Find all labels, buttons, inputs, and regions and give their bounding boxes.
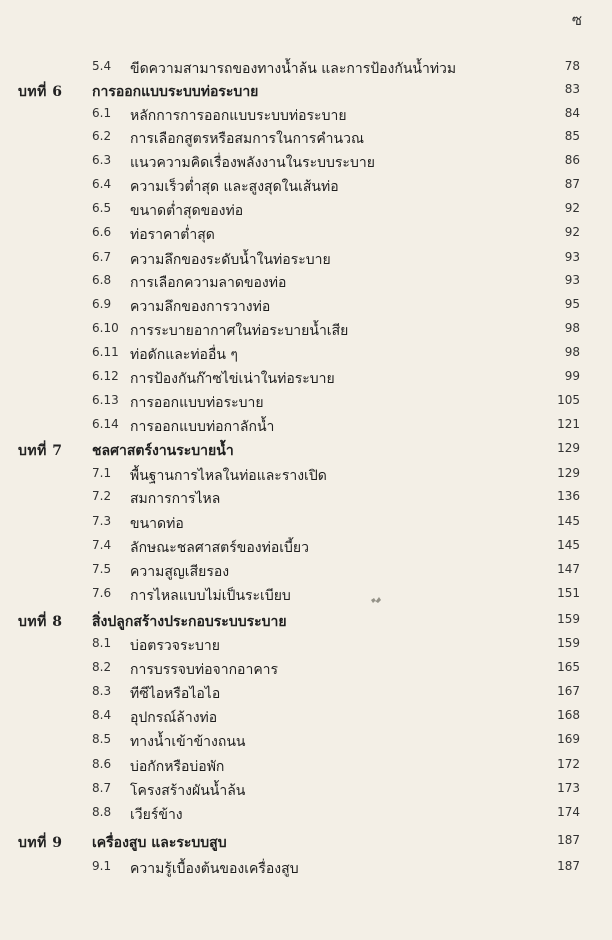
page-number: 78 <box>564 59 580 73</box>
page-number: 95 <box>564 297 580 311</box>
section-number: 8.2 <box>92 660 112 674</box>
page-number: 173 <box>557 781 580 795</box>
page-number: 187 <box>557 859 580 873</box>
page-number: 93 <box>564 250 580 264</box>
section-title: การระบายอากาศในท่อระบายน้ำเสีย <box>130 323 349 339</box>
toc-section-row <box>0 513 612 535</box>
section-number: 7.4 <box>92 538 112 552</box>
page-number: 84 <box>564 106 580 120</box>
page-number: 86 <box>564 153 580 167</box>
page-number: 167 <box>557 684 580 698</box>
section-number: 6.5 <box>92 201 112 215</box>
toc-section-row <box>0 537 612 559</box>
section-title: โครงสร้างผันน้ำล้น <box>130 783 246 799</box>
section-number: 7.5 <box>92 562 112 576</box>
section-title: ความสูญเสียรอง <box>130 564 230 580</box>
toc-section-row <box>0 780 612 802</box>
toc-section-row <box>0 465 612 487</box>
section-number: 7.1 <box>92 466 112 480</box>
toc-section-row <box>0 731 612 753</box>
toc-section-row <box>0 858 612 880</box>
section-title: ความลึกของการวางท่อ <box>130 299 271 315</box>
toc-section-row <box>0 200 612 222</box>
toc-section-row <box>0 58 612 80</box>
section-title: ทีซีไอหรือไอไอ <box>130 686 221 702</box>
section-title: การป้องกันก๊าซไข่เน่าในท่อระบาย <box>130 371 335 387</box>
page-number: 169 <box>557 732 580 746</box>
section-number: 6.7 <box>92 250 112 264</box>
page-number: 147 <box>557 562 580 576</box>
section-number: 6.2 <box>92 129 112 143</box>
toc-section-row <box>0 272 612 294</box>
section-title: สมการการไหล <box>130 491 221 507</box>
section-title: พื้นฐานการไหลในท่อและรางเปิด <box>130 468 327 484</box>
section-number: 6.12 <box>92 369 119 383</box>
chapter-label: บทที่ 7 <box>18 443 63 459</box>
page-number: 93 <box>564 273 580 287</box>
section-number: 9.1 <box>92 859 112 873</box>
section-number: 7.6 <box>92 586 112 600</box>
toc-section-row <box>0 683 612 705</box>
toc-section-row <box>0 105 612 127</box>
toc-section-row <box>0 659 612 681</box>
section-number: 6.9 <box>92 297 112 311</box>
page-number: 145 <box>557 514 580 528</box>
section-number: 6.14 <box>92 417 119 431</box>
section-title: ขีดความสามารถของทางน้ำล้น และการป้องกันน้ำท่วม <box>130 61 457 77</box>
toc-section-row <box>0 756 612 778</box>
page-number: 105 <box>557 393 580 407</box>
toc-section-row <box>0 224 612 246</box>
toc-chapter-row <box>0 611 612 633</box>
section-number: 8.8 <box>92 805 112 819</box>
section-number: 6.6 <box>92 225 112 239</box>
page-number: 136 <box>557 489 580 503</box>
toc-section-row <box>0 585 612 607</box>
section-title: การไหลแบบไม่เป็นระเบียบ <box>130 588 291 604</box>
page-number: 92 <box>564 201 580 215</box>
page-number: 129 <box>557 466 580 480</box>
section-title: บ่อกักหรือบ่อพัก <box>130 759 225 775</box>
page-number: 92 <box>564 225 580 239</box>
toc-chapter-row <box>0 440 612 462</box>
section-number: 8.5 <box>92 732 112 746</box>
section-number: 6.1 <box>92 106 112 120</box>
section-title: ความลึกของระดับน้ำในท่อระบาย <box>130 252 331 268</box>
page-number: 145 <box>557 538 580 552</box>
section-title: ท่อราคาต่ำสุด <box>130 227 215 243</box>
page-number: 159 <box>557 612 580 626</box>
chapter-label: บทที่ 8 <box>18 614 63 630</box>
section-title: ลักษณะชลศาสตร์ของท่อเบี้ยว <box>130 540 309 556</box>
toc-chapter-row <box>0 832 612 854</box>
chapter-label: บทที่ 9 <box>18 835 63 851</box>
ink-smudge <box>370 596 382 604</box>
page-number: 99 <box>564 369 580 383</box>
section-title: หลักการการออกแบบระบบท่อระบาย <box>130 108 347 124</box>
toc-section-row <box>0 707 612 729</box>
page-number: 87 <box>564 177 580 191</box>
toc-section-row <box>0 320 612 342</box>
section-title: ท่อดักและท่ออื่น ๆ <box>130 347 238 363</box>
toc-section-row <box>0 561 612 583</box>
section-number: 8.6 <box>92 757 112 771</box>
page-marker: ซ <box>571 11 582 29</box>
section-title: ความเร็วต่ำสุด และสูงสุดในเส้นท่อ <box>130 179 339 195</box>
toc-section-row <box>0 344 612 366</box>
toc-section-row <box>0 152 612 174</box>
section-number: 8.1 <box>92 636 112 650</box>
section-number: 8.7 <box>92 781 112 795</box>
page-number: 83 <box>564 82 580 96</box>
page-number: 129 <box>557 441 580 455</box>
chapter-title: การออกแบบระบบท่อระบาย <box>92 84 259 100</box>
section-title: ทางน้ำเข้าข้างถนน <box>130 734 246 750</box>
toc-section-row <box>0 804 612 826</box>
page-number: 121 <box>557 417 580 431</box>
page-number: 98 <box>564 345 580 359</box>
chapter-title: สิ่งปลูกสร้างประกอบระบบระบาย <box>92 614 287 630</box>
page-number: 151 <box>557 586 580 600</box>
section-number: 8.4 <box>92 708 112 722</box>
section-number: 6.10 <box>92 321 119 335</box>
section-number: 6.11 <box>92 345 119 359</box>
toc-section-row <box>0 176 612 198</box>
section-number: 8.3 <box>92 684 112 698</box>
toc-chapter-row <box>0 81 612 103</box>
toc-section-row <box>0 488 612 510</box>
section-title: อุปกรณ์ล้างท่อ <box>130 710 218 726</box>
section-title: การบรรจบท่อจากอาคาร <box>130 662 279 678</box>
section-number: 6.4 <box>92 177 112 191</box>
toc-section-row <box>0 249 612 271</box>
chapter-title: ชลศาสตร์งานระบายน้ำ <box>92 443 234 459</box>
section-title: ขนาดต่ำสุดของท่อ <box>130 203 244 219</box>
section-title: เวียร์ข้าง <box>130 807 183 823</box>
page-number: 85 <box>564 129 580 143</box>
section-number: 6.13 <box>92 393 119 407</box>
section-number: 6.3 <box>92 153 112 167</box>
section-title: แนวความคิดเรื่องพลังงานในระบบระบาย <box>130 155 375 171</box>
toc-section-row <box>0 392 612 414</box>
toc-section-row <box>0 416 612 438</box>
section-number: 7.2 <box>92 489 112 503</box>
section-number: 6.8 <box>92 273 112 287</box>
section-title: การออกแบบท่อระบาย <box>130 395 264 411</box>
page-number: 174 <box>557 805 580 819</box>
chapter-label: บทที่ 6 <box>18 84 63 100</box>
toc-section-row <box>0 296 612 318</box>
toc-section-row <box>0 128 612 150</box>
section-title: การออกแบบท่อกาลักน้ำ <box>130 419 275 435</box>
section-title: การเลือกสูตรหรือสมการในการคำนวณ <box>130 131 364 147</box>
section-title: ขนาดท่อ <box>130 516 184 532</box>
page-number: 165 <box>557 660 580 674</box>
section-number: 7.3 <box>92 514 112 528</box>
toc-section-row <box>0 368 612 390</box>
chapter-title: เครื่องสูบ และระบบสูบ <box>92 835 227 851</box>
section-number: 5.4 <box>92 59 112 73</box>
page-number: 168 <box>557 708 580 722</box>
section-title: ความรู้เบื้องต้นของเครื่องสูบ <box>130 861 299 877</box>
section-title: การเลือกความลาดของท่อ <box>130 275 287 291</box>
toc-section-row <box>0 635 612 657</box>
page-number: 172 <box>557 757 580 771</box>
section-title: บ่อตรวจระบาย <box>130 638 220 654</box>
page-number: 98 <box>564 321 580 335</box>
page-number: 159 <box>557 636 580 650</box>
page-number: 187 <box>557 833 580 847</box>
